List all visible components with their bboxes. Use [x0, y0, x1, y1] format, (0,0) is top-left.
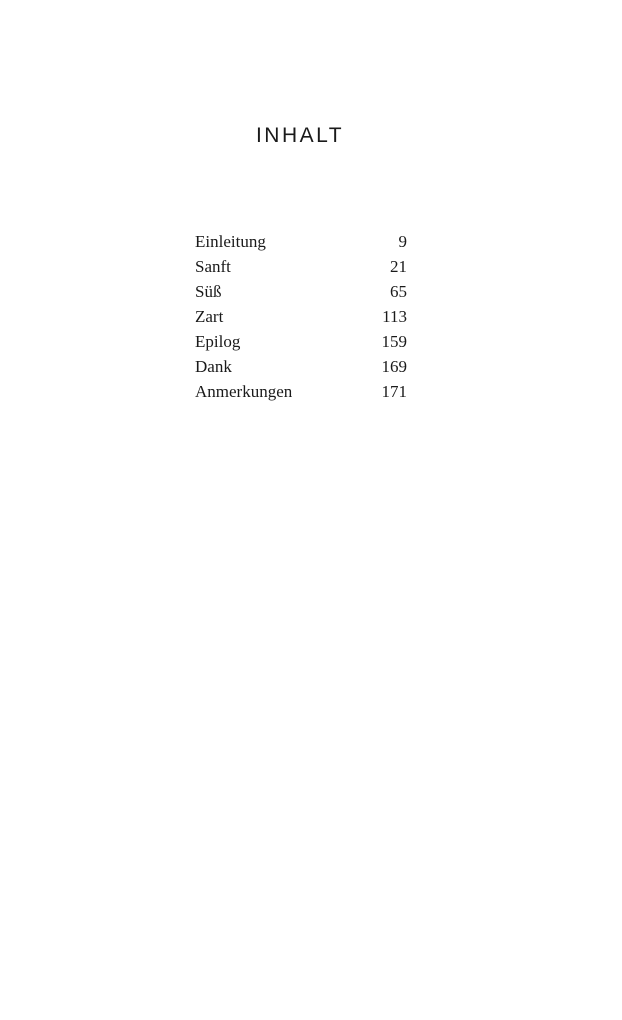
- toc-entry-label: Sanft: [195, 257, 231, 276]
- toc-entry-page: 169: [381, 357, 407, 376]
- toc-entry-einleitung: [195, 229, 407, 254]
- toc-entry-page: 21: [390, 257, 407, 276]
- toc-entry-page: 65: [390, 282, 407, 301]
- toc-entry-zart: [195, 304, 407, 329]
- toc-entry-page: 159: [381, 332, 407, 351]
- toc-entry-epilog: [195, 329, 407, 354]
- toc-entry-label: Anmerkungen: [195, 382, 293, 401]
- toc-entry-label: Zart: [195, 307, 224, 326]
- toc-entry-dank: [195, 354, 407, 379]
- toc-entry-label: Epilog: [195, 332, 241, 351]
- toc-entry-anmerkungen: [195, 379, 407, 404]
- toc-entry-label: Einleitung: [195, 232, 266, 251]
- toc-entry-sanft: [195, 254, 407, 279]
- toc-title: INHALT: [255, 124, 345, 147]
- toc-entry-label: Süß: [195, 282, 222, 301]
- toc-entry-page: 9: [398, 232, 407, 251]
- toc-entry-suess: [195, 279, 407, 304]
- toc-entry-page: 113: [382, 307, 407, 326]
- toc-entry-label: Dank: [195, 357, 232, 376]
- toc-entry-page: 171: [381, 382, 407, 401]
- table-of-contents: [195, 229, 407, 404]
